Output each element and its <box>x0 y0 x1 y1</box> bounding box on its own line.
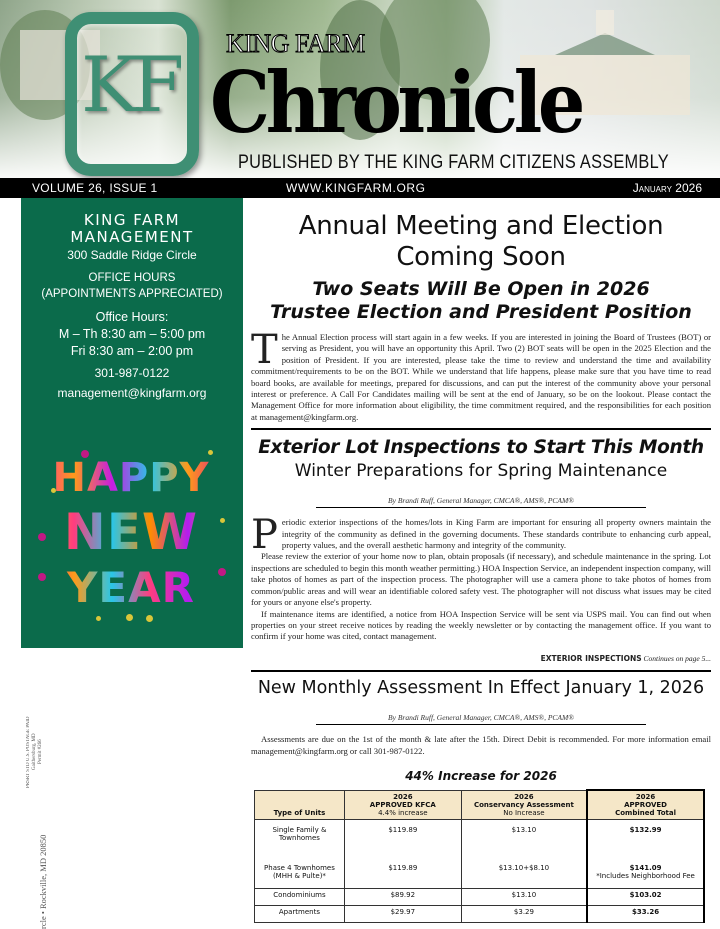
issue-info-bar <box>0 178 720 198</box>
permit-line1: PRSRT STD U.S. POSTAGE PAID <box>26 716 31 788</box>
issue-date: January 2026 <box>632 181 702 195</box>
office-hours-caption: OFFICE HOURS <box>88 272 176 284</box>
cell-conservancy: $13.10+$8.10 <box>461 858 587 889</box>
continued-label: EXTERIOR INSPECTIONS <box>540 653 642 663</box>
management-sidebar <box>21 198 243 648</box>
cell-total-note: *Includes Neighborhood Fee <box>596 872 695 880</box>
cell-kfca: $119.89 <box>344 858 461 889</box>
hours-friday: Fri 8:30 am – 2:00 pm <box>70 344 194 358</box>
cell-conservancy: $13.10 <box>461 820 587 859</box>
cell-unit-type: Phase 4 Townhomes (MHH & Pulte)* <box>255 858 345 889</box>
header-sublabel: 4.4% increase <box>378 809 428 817</box>
background-pavilion-roof <box>555 33 655 55</box>
header-label: Type of Units <box>273 809 326 817</box>
article1-headline-line1: Annual Meeting and Election <box>298 211 664 241</box>
cell-total: $103.02 <box>587 889 704 906</box>
table-row <box>255 820 705 859</box>
header-label: APPROVED KFCA <box>369 801 436 809</box>
permit-line3: Permit #266 <box>38 739 43 765</box>
sidebar-title-line1: KING FARM <box>83 211 181 229</box>
appointments-note: (APPOINTMENTS APPRECIATED) <box>41 288 223 300</box>
article1-body <box>251 327 711 423</box>
article1-subhead <box>251 278 711 324</box>
article1-dropcap: T <box>251 327 278 373</box>
cell-total: $33.26 <box>587 906 704 923</box>
website-link[interactable]: WWW.KINGFARM.ORG <box>286 181 426 195</box>
office-address: 300 Saddle Ridge Circle <box>67 248 197 262</box>
header-label: APPROVED <box>624 801 667 809</box>
ornament-icon <box>126 614 133 621</box>
article1-subhead-line2: Trustee Election and President Position <box>270 301 692 323</box>
article2-para1-text: eriodic exterior inspections of the homes/lots in King Farm are important for ensuring all property owners maintain the integrity of the community as defined in the governing documents. These standards contribute to enhancing curb appeal, property values, and the overall aesthetic harmony and integrity of the community. <box>281 517 711 551</box>
cell-conservancy: $13.10 <box>461 889 587 906</box>
article2-para2: Please review the exterior of your home now to plan, obtain proposals (if necessary), and schedule maintenance in the spring. Lot inspections are scheduled to begin this month weather permitting.) HOA Inspection Service, an independent inspection company, will take photos of homes as part of the inspection process. The photographer will use a camera phone to take photos of homes from common/public areas and will wear an identifiable colored safety vest. The photographer will not discuss what issues may be cited for yours or anyone else's property. <box>251 551 711 608</box>
office-phone[interactable]: 301-987-0122 <box>94 366 170 380</box>
office-hours <box>21 309 243 360</box>
article2-headline: Exterior Lot Inspections to Start This Month <box>258 437 704 459</box>
cell-total <box>587 858 704 889</box>
section-divider <box>251 428 711 430</box>
masthead <box>0 0 720 178</box>
volume-issue: VOLUME 26, ISSUE 1 <box>32 181 158 195</box>
hours-weekday: M – Th 8:30 am – 5:00 pm <box>58 327 206 341</box>
header-sublabel: Combined Total <box>615 809 677 817</box>
kf-logo <box>55 8 205 173</box>
article3-byline: By Brandi Ruff, General Manager, CMCA®, AMS®, PCAM® <box>316 713 646 725</box>
continued-text: Continues on page 5... <box>643 653 711 663</box>
article3-headline: New Monthly Assessment In Effect January 1, 2026 <box>257 678 705 699</box>
return-address: rcle • Rockville, MD 20850 <box>38 834 48 929</box>
increase-heading: 44% Increase for 2026 <box>405 768 557 783</box>
office-hours-label <box>21 270 243 302</box>
article2-para3: If maintenance items are identified, a notice from HOA Inspection Service will be sent via USPS mail. You can find out when properties on your street receive notices by reading the weekly newsletter or by contacting the management office. If you want to confirm if your home was cited, contact management. <box>251 608 711 642</box>
greeting-line3: YEAR <box>36 564 226 612</box>
header-combined-total <box>587 790 704 820</box>
brand-small: KING FARM <box>226 29 365 58</box>
header-kfca <box>344 790 461 820</box>
newsletter-title: Chronicle <box>210 60 582 146</box>
continued-note[interactable] <box>251 653 711 664</box>
article2-byline: By Brandi Ruff, General Manager, CMCA®, AMS®, PCAM® <box>316 496 646 508</box>
cell-unit-type: Single Family & Townhomes <box>255 820 345 859</box>
header-conservancy <box>461 790 587 820</box>
article1-subhead-line1: Two Seats Will Be Open in 2026 <box>312 278 650 300</box>
cell-unit-type: Apartments <box>255 906 345 923</box>
article2-subhead: Winter Preparations for Spring Maintenance <box>294 461 668 482</box>
cell-unit-type: Condominiums <box>255 889 345 906</box>
table-header-row <box>255 790 705 820</box>
cell-total-value: $141.09 <box>629 864 662 872</box>
cell-kfca: $29.97 <box>344 906 461 923</box>
hours-heading: Office Hours: <box>95 310 169 324</box>
sidebar-title-line2: MANAGEMENT <box>70 228 194 246</box>
article1-headline-line2: Coming Soon <box>396 242 566 272</box>
confetti-icon <box>96 616 101 621</box>
article2-dropcap: P <box>251 512 278 559</box>
assessment-table <box>254 789 705 923</box>
cell-total: $132.99 <box>587 820 704 859</box>
header-label: Conservancy Assessment <box>473 801 574 809</box>
main-column <box>251 198 711 783</box>
office-email[interactable]: management@kingfarm.org <box>57 386 207 400</box>
greeting-line2: NEW <box>36 504 226 560</box>
cell-kfca: $119.89 <box>344 820 461 859</box>
cell-kfca: $89.92 <box>344 889 461 906</box>
ornament-icon <box>146 615 153 622</box>
greeting-line1: HAPPY <box>36 456 226 500</box>
postage-permit <box>26 712 44 792</box>
header-type-of-units <box>255 790 345 820</box>
header-year: 2026 <box>393 793 413 801</box>
article1-text: he Annual Election process will start again in a few weeks. If you are interested in joining the Board of Trustees (BOT) or serving as President, you will have an opportunity this April. Two (2) BOT seats will be open in the 2025 Election and the position of President. If you are interested, please take the time to review and understand the time and availability commitment/requirements to be on the BOT. While we understand that life happens, please make sure that you have time to read board books, are available for meetings, prepared for discussions, and can put the interest of the community above your personal interest or preference. A Call For Candidates mailing will be sent at the end of January, so be on the lookout. Please contact the Management Office for more information about eligibility, the time commitment required, and the responsibilities for each position at management@kingfarm.org. <box>251 332 711 422</box>
header-sublabel: No Increase <box>503 809 545 817</box>
cell-conservancy: $3.29 <box>461 906 587 923</box>
permit-line2: Gaithersburg, MD <box>32 733 37 771</box>
section-divider <box>251 670 711 672</box>
header-year: 2026 <box>635 793 656 801</box>
publisher-line: PUBLISHED BY THE KING FARM CITIZENS ASSEMBLY <box>238 152 669 173</box>
happy-new-year-image <box>36 448 226 623</box>
article2-body <box>251 512 711 642</box>
header-year: 2026 <box>514 793 534 801</box>
article3-body: Assessments are due on the 1st of the month & late after the 15th. Direct Debit is recommended. For more information email management@kingfarm.org or call 301-987-0122. <box>251 734 711 756</box>
table-row <box>255 906 705 923</box>
sidebar-title <box>21 212 243 246</box>
table-row <box>255 889 705 906</box>
kf-logo-letters: KF <box>81 40 179 129</box>
background-cupola <box>596 10 614 35</box>
article1-headline <box>251 211 711 273</box>
article2-para1 <box>251 512 711 559</box>
table-row <box>255 858 705 889</box>
